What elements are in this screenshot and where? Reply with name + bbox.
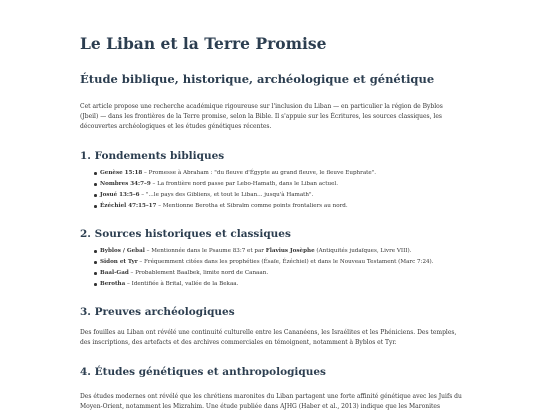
description: – Promesse à Abraham : "du fleuve d'Égypte au grand fleuve, le fleuve Euphrate".: [142, 170, 377, 176]
description: – Mentionnée dans le Psaume 83:7 et par: [144, 248, 266, 254]
list-item: [94, 179, 462, 190]
genetics-paragraph: Des études modernes ont révélé que les chrétiens maronites du Liban partagent une forte affinité génétique avec les Juifs du Moyen-Orient, notamment les Mizrahim. Une étude publiée dans AJHG (Haber et al., 2013) indique que les Maronites: [80, 393, 462, 410]
author: Flavius Josèphe: [265, 248, 315, 254]
description: – Mentionne Berotha et Sibraïm comme points frontaliers au nord.: [156, 203, 348, 209]
description: – Identifiée à Brital, vallée de la Bekaa.: [125, 281, 239, 287]
section-heading-bible: 1. Fondements bibliques: [80, 150, 225, 162]
reference: Sidon et Tyr: [100, 259, 138, 265]
reference: Josué 13:5–6: [100, 192, 140, 198]
list-item: [94, 246, 462, 257]
description: – La frontière nord passe par Lebo-Hamath, dans le Liban actuel.: [150, 181, 339, 187]
bible-list: [80, 168, 462, 212]
list-item: [94, 257, 462, 268]
list-item: [94, 279, 462, 290]
reference: Nombres 34:7–9: [100, 181, 151, 187]
reference: Baal-Gad: [100, 270, 129, 276]
list-item: [94, 190, 462, 201]
section-heading-sources: 2. Sources historiques et classiques: [80, 228, 291, 240]
intro-paragraph: Cet article propose une recherche académique rigoureuse sur l'inclusion du Liban — en particulier la région de Byblos (Jbeil) — dans les frontières de la Terre promise, selon la Bible. Il s'appuie sur les Écritures, les sources classiques, les découvertes archéologiques et les études génétiques récentes.: [80, 103, 443, 130]
page-title: Le Liban et la Terre Promise: [80, 34, 327, 53]
list-item: [94, 168, 462, 179]
reference: Ézéchiel 47:15–17: [100, 203, 157, 209]
section-heading-genetics: 4. Études génétiques et anthropologiques: [80, 366, 326, 378]
section-heading-archaeology: 3. Preuves archéologiques: [80, 306, 235, 318]
reference: Byblos / Gebal: [100, 248, 145, 254]
reference: Berotha: [100, 281, 126, 287]
description: – Fréquemment citées dans les prophéties (Ésaïe, Ézéchiel) et dans le Nouveau Testament (Marc 7:24).: [137, 259, 434, 265]
description: (Antiquités judaïques, Livre VIII).: [314, 248, 412, 254]
list-item: [94, 268, 462, 279]
sources-list: [80, 246, 462, 290]
page-subtitle: Étude biblique, historique, archéologique et génétique: [80, 72, 435, 86]
description: – Probablement Baalbek, limite nord de Canaan.: [128, 270, 269, 276]
reference: Genèse 15:18: [100, 170, 143, 176]
description: – "...le pays des Gibliens, et tout le Liban... jusqu'à Hamath".: [139, 192, 314, 198]
list-item: [94, 201, 462, 212]
archaeology-paragraph: Des fouilles au Liban ont révélé une continuité culturelle entre les Cananéens, les Israélites et les Phéniciens. Des temples, des inscriptions, des artefacts et des archives commerciales en témoignent, notamment à Byblos et Tyr.: [80, 329, 457, 346]
